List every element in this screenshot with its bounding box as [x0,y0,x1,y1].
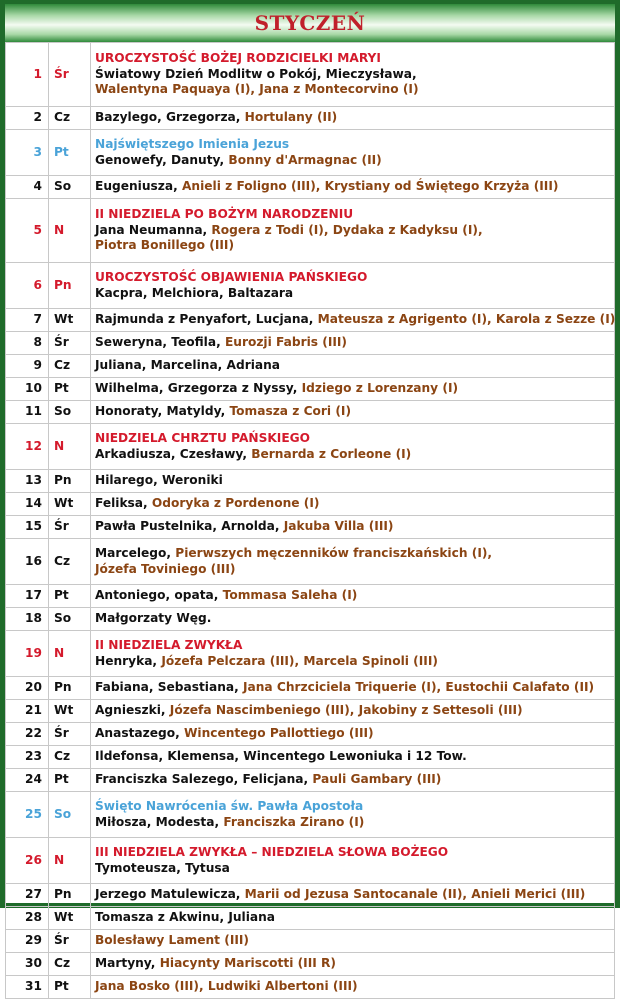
entry-text: Walentyna Paquaya (I), Jana z Montecorvino (I) [95,82,419,97]
entry-text: Mateusza z Agrigento (I), Karola z Sezze (I) [317,312,616,327]
day-number: 30 [6,953,49,976]
entry-line [95,638,610,654]
entry-line [95,749,610,765]
entry-line [95,910,610,926]
calendar-row [6,43,615,107]
calendar-row [6,953,615,976]
day-entries [91,332,615,355]
entry-line [95,179,610,195]
entry-line [95,772,610,788]
entry-line [95,845,610,861]
entry-line [95,979,610,995]
day-entries [91,378,615,401]
day-of-week: Cz [49,746,91,769]
day-entries [91,631,615,677]
day-entries [91,493,615,516]
entry-text: II NIEDZIELA PO BOŻYM NARODZENIU [95,207,354,222]
entry-text: Agnieszki, [95,703,170,718]
entry-line [95,680,610,696]
day-entries [91,769,615,792]
calendar-page [5,4,616,994]
entry-text: Bernarda z Corleone (I) [251,446,412,461]
day-number: 21 [6,700,49,723]
calendar-row [6,976,615,999]
day-entries [91,953,615,976]
day-number: 27 [6,884,49,907]
day-entries [91,907,615,930]
day-of-week: Pn [49,884,91,907]
calendar-row [6,700,615,723]
day-of-week: N [49,199,91,263]
day-of-week: N [49,838,91,884]
entry-text: UROCZYSTOŚĆ BOŻEJ RODZICIELKI MARYI [95,51,381,66]
entry-line [95,153,610,169]
day-of-week: Śr [49,930,91,953]
calendar-row [6,907,615,930]
entry-text: Fabiana, Sebastiana, [95,680,243,695]
day-of-week: Cz [49,539,91,585]
day-number: 18 [6,608,49,631]
entry-line [95,82,610,98]
entry-text: Feliksa, [95,496,152,511]
day-number: 17 [6,585,49,608]
entry-line [95,223,610,239]
calendar-row [6,930,615,953]
entry-text: Bolesławy Lament (III) [95,933,249,948]
entry-text: Antoniego, opata, [95,588,223,603]
entry-line [95,588,610,604]
day-of-week: Wt [49,493,91,516]
entry-line [95,703,610,719]
entry-text: Franciszka Zirano (I) [223,814,365,829]
entry-text: Martyny, [95,956,160,971]
day-entries [91,516,615,539]
entry-text: Wilhelma, Grzegorza z Nyssy, [95,381,302,396]
entry-line [95,431,610,447]
day-of-week: Wt [49,700,91,723]
calendar-row [6,516,615,539]
calendar-row [6,107,615,130]
day-entries [91,700,615,723]
day-entries [91,176,615,199]
calendar-row [6,401,615,424]
day-of-week: Pt [49,585,91,608]
entry-line [95,519,610,535]
entry-text: Odoryka z Pordenone (I) [151,496,320,511]
month-title: STYCZEŃ [254,11,366,35]
entry-text: Święto Nawrócenia św. Pawła Apostoła [95,799,364,813]
entry-text: Tommasa Saleha (I) [222,588,358,603]
day-entries [91,355,615,378]
calendar-row [6,176,615,199]
day-entries [91,130,615,176]
entry-text: Światowy Dzień Modlitw o Pokój, Mieczysława, [95,66,417,81]
calendar-row [6,608,615,631]
day-of-week: Wt [49,907,91,930]
day-entries [91,677,615,700]
calendar-row [6,130,615,176]
calendar-row [6,723,615,746]
day-number: 9 [6,355,49,378]
entry-text: III NIEDZIELA ZWYKŁA – NIEDZIELA SŁOWA BOŻEGO [95,845,449,859]
day-of-week: So [49,176,91,199]
day-of-week: N [49,631,91,677]
entry-text: Hiacynty Mariscotti (III R) [159,956,336,971]
entry-text: Jana Chrzciciela Triquerie (I), Eustochii Calafato (II) [242,680,595,695]
day-of-week: Pn [49,470,91,493]
calendar-row [6,631,615,677]
entry-text: Najświętszego Imienia Jezus [95,137,290,151]
calendar-row [6,355,615,378]
entry-text: Hilarego, Weroniki [95,473,223,488]
entry-line [95,654,610,670]
calendar-row [6,309,615,332]
day-number: 5 [6,199,49,263]
entry-text: UROCZYSTOŚĆ OBJAWIENIA PAŃSKIEGO [95,270,368,284]
entry-line [95,726,610,742]
day-entries [91,43,615,107]
entry-text: Jakuba Villa (III) [283,519,394,534]
calendar-row [6,424,615,470]
day-entries [91,976,615,999]
entry-text: Eurozji Fabris (III) [224,335,348,350]
day-number: 11 [6,401,49,424]
entry-text: Henryka, [95,653,162,668]
calendar-row [6,884,615,907]
entry-line [95,611,610,627]
entry-line [95,447,610,463]
day-of-week: So [49,792,91,838]
entry-text: Rajmunda z Penyafort, Lucjana, [95,312,318,327]
entry-text: Bazylego, Grzegorza, [95,110,245,125]
day-of-week: Pt [49,378,91,401]
day-of-week: Cz [49,107,91,130]
calendar-row [6,493,615,516]
day-number: 7 [6,309,49,332]
day-of-week: Pt [49,130,91,176]
calendar-row [6,332,615,355]
calendar-table [5,42,615,999]
entry-line [95,381,610,397]
day-entries [91,746,615,769]
entry-line [95,404,610,420]
entry-text: Miłosza, Modesta, [95,814,224,829]
entry-line [95,137,610,153]
entry-text: NIEDZIELA CHRZTU PAŃSKIEGO [95,431,311,445]
entry-line [95,956,610,972]
entry-text: Małgorzaty Węg. [95,611,212,626]
entry-line [95,207,610,223]
entry-line [95,67,610,83]
calendar-row [6,263,615,309]
day-of-week: Pt [49,769,91,792]
day-entries [91,424,615,470]
entry-text: Hortulany (II) [244,110,338,125]
entry-text: Franciszka Salezego, Felicjana, [95,772,313,787]
entry-text: Jana Bosko (III), Ludwiki Albertoni (III) [95,979,358,994]
entry-text: Jana Neumanna, [95,222,212,237]
entry-line [95,861,610,877]
day-entries [91,470,615,493]
entry-text: Honoraty, Matyldy, [95,404,230,419]
entry-text: Anastazego, [95,726,184,741]
calendar-row [6,470,615,493]
entry-text: Juliana, Marcelina, Adriana [95,358,281,373]
day-number: 19 [6,631,49,677]
entry-text: Pawła Pustelnika, Arnolda, [95,519,284,534]
day-entries [91,838,615,884]
entry-text: Tomasza z Cori (I) [229,404,352,419]
day-number: 8 [6,332,49,355]
entry-line [95,887,610,903]
day-number: 26 [6,838,49,884]
calendar-rows [6,43,615,999]
entry-text: Tomasza z Akwinu, Juliana [95,910,276,925]
entry-text: Ildefonsa, Klemensa, Wincentego Lewoniuka i 12 Tow. [95,749,467,764]
day-entries [91,608,615,631]
day-of-week: Śr [49,332,91,355]
calendar-row [6,199,615,263]
entry-text: Arkadiusza, Czesławy, [95,446,252,461]
day-of-week: Pn [49,263,91,309]
calendar-row [6,769,615,792]
entry-text: Idziego z Lorenzany (I) [301,381,459,396]
entry-text: Bonny d'Armagnac (II) [228,152,382,167]
entry-text: Jerzego Matulewicza, [95,887,245,902]
calendar-row [6,838,615,884]
day-of-week: N [49,424,91,470]
day-entries [91,585,615,608]
day-number: 12 [6,424,49,470]
day-of-week: Pn [49,677,91,700]
entry-text: Tymoteusza, Tytusa [95,860,230,875]
day-number: 20 [6,677,49,700]
day-of-week: Cz [49,953,91,976]
entry-line [95,546,610,562]
day-number: 22 [6,723,49,746]
entry-text: Pierwszych męczenników franciszkańskich (I), [175,546,493,560]
day-number: 25 [6,792,49,838]
day-entries [91,723,615,746]
day-entries [91,792,615,838]
entry-text: Marcelego, [95,546,176,560]
day-of-week: Pt [49,976,91,999]
calendar-row [6,677,615,700]
entry-line [95,799,610,815]
day-entries [91,199,615,263]
entry-line [95,496,610,512]
day-number: 10 [6,378,49,401]
calendar-row [6,792,615,838]
entry-text: Anieli z Foligno (III), Krystiany od Świętego Krzyża (III) [181,179,559,194]
entry-text: II NIEDZIELA ZWYKŁA [95,638,243,652]
day-number: 31 [6,976,49,999]
day-number: 16 [6,539,49,585]
entry-line [95,933,610,949]
entry-text: Józefa Pelczara (III), Marcela Spinoli (III) [161,653,438,668]
day-entries [91,401,615,424]
day-entries [91,263,615,309]
day-of-week: Śr [49,43,91,107]
day-of-week: Cz [49,355,91,378]
day-number: 28 [6,907,49,930]
entry-line [95,312,616,328]
entry-text: Marii od Jezusa Santocanale (II), Anieli Merici (III) [244,887,586,902]
day-number: 13 [6,470,49,493]
calendar-row [6,378,615,401]
entry-line [95,473,610,489]
day-of-week: Śr [49,516,91,539]
entry-text: Wincentego Pallottiego (III) [183,726,374,741]
calendar-row [6,539,615,585]
entry-text: Pauli Gambary (III) [312,772,442,787]
day-entries [91,539,615,585]
entry-line [95,238,610,254]
entry-text: Eugeniusza, [95,179,182,194]
day-entries [91,930,615,953]
day-entries [91,884,615,907]
entry-text: Józefa Nascimbeniego (III), Jakobiny z Settesoli (III) [169,703,523,718]
calendar-row [6,746,615,769]
day-number: 14 [6,493,49,516]
entry-line [95,51,610,67]
day-number: 1 [6,43,49,107]
day-number: 6 [6,263,49,309]
entry-line [95,110,610,126]
day-of-week: Wt [49,309,91,332]
day-number: 4 [6,176,49,199]
day-number: 15 [6,516,49,539]
entry-text: Seweryna, Teofila, [95,335,225,350]
entry-text: Rogera z Todi (I), Dydaka z Kadyksu (I), [211,222,483,237]
month-header [5,4,615,42]
day-number: 23 [6,746,49,769]
day-of-week: Śr [49,723,91,746]
entry-line [95,335,610,351]
day-number: 3 [6,130,49,176]
entry-text: Józefa Toviniego (III) [95,561,236,576]
day-number: 29 [6,930,49,953]
entry-text: Kacpra, Melchiora, Baltazara [95,285,294,300]
day-entries [91,309,615,332]
entry-line [95,286,610,302]
calendar-row [6,585,615,608]
entry-text: Piotra Bonillego (III) [95,238,235,253]
entry-line [95,562,610,578]
entry-line [95,270,610,286]
day-number: 2 [6,107,49,130]
entry-line [95,358,610,374]
entry-line [95,815,610,831]
day-entries [91,107,615,130]
entry-text: Genowefy, Danuty, [95,152,229,167]
day-of-week: So [49,401,91,424]
day-number: 24 [6,769,49,792]
day-of-week: So [49,608,91,631]
